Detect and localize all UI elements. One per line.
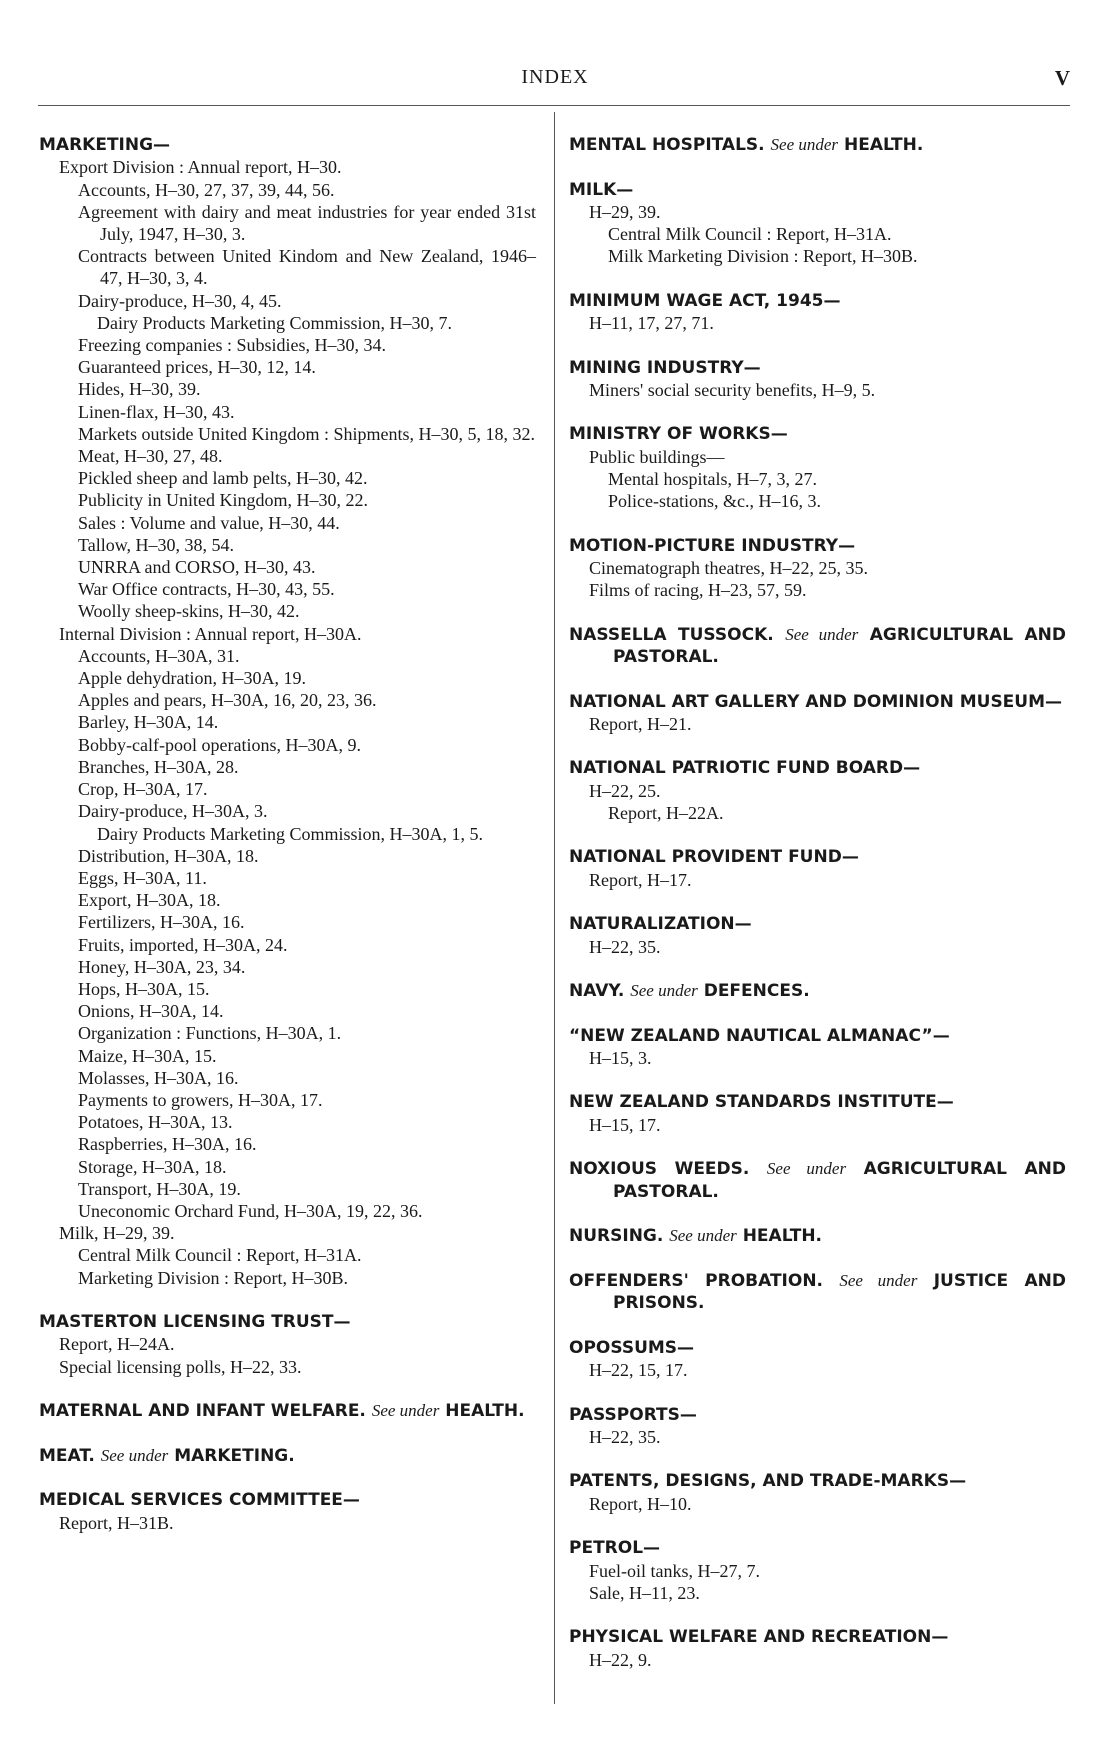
entry-spacer	[39, 1467, 536, 1489]
heading-text: MINISTRY OF WORKS—	[569, 424, 788, 445]
index-subentry: Distribution, H–30A, 18.	[78, 845, 259, 866]
index-subentry: Barley, H–30A, 14.	[78, 712, 219, 733]
see-target: HEALTH.	[843, 135, 924, 155]
heading-text: PASSPORTS—	[569, 1404, 697, 1425]
index-subentry: Report, H–31B.	[59, 1512, 174, 1533]
heading-text: NATIONAL PROVIDENT FUND—	[569, 847, 859, 868]
index-subentry: Special licensing polls, H–22, 33.	[59, 1356, 302, 1377]
entry-spacer	[569, 601, 1066, 623]
index-subentry: Hops, H–30A, 15.	[78, 978, 210, 999]
heading-text: OPOSSUMS—	[569, 1337, 695, 1358]
entry-spacer	[569, 1448, 1066, 1470]
see-target: HEALTH.	[445, 1400, 525, 1421]
index-subentry: Freezing companies : Subsidies, H–30, 34.	[78, 335, 386, 356]
index-subentry: War Office contracts, H–30, 43, 55.	[78, 579, 335, 600]
index-subentry: Tallow, H–30, 38, 54.	[78, 534, 235, 555]
index-subentry: Export Division : Annual report, H–30.	[59, 157, 342, 178]
index-heading	[569, 1025, 1066, 1047]
index-subentry: Pickled sheep and lamb pelts, H–30, 42.	[78, 468, 368, 489]
entry-spacer	[569, 156, 1066, 178]
index-subentry: H–22, 15, 17.	[589, 1360, 688, 1381]
entry-spacer	[569, 401, 1066, 423]
heading-text: “NEW ZEALAND NAUTICAL ALMANAC”—	[569, 1025, 950, 1046]
heading-text: NURSING.	[569, 1226, 664, 1247]
right-column	[569, 134, 1066, 1671]
index-subentry: Export, H–30A, 18.	[78, 890, 221, 911]
entry-spacer	[569, 668, 1066, 690]
index-subentry: Transport, H–30A, 19.	[78, 1178, 241, 1199]
entry-spacer	[569, 512, 1066, 534]
entry-spacer	[569, 1069, 1066, 1091]
index-subentry: H–15, 17.	[589, 1114, 661, 1135]
index-heading	[39, 1311, 536, 1333]
index-heading	[39, 1489, 536, 1511]
heading-text: NAVY.	[569, 980, 625, 1001]
index-subentry: Report, H–21.	[589, 714, 692, 734]
index-subentry: H–22, 35.	[589, 936, 661, 957]
index-subentry: H–22, 25.	[589, 780, 661, 801]
index-heading	[569, 134, 1066, 156]
index-heading	[569, 535, 1066, 557]
index-subentry: Honey, H–30A, 23, 34.	[78, 956, 246, 977]
see-under-text: See under	[766, 1159, 847, 1179]
entry-spacer	[569, 334, 1066, 356]
index-subentry: Fertilizers, H–30A, 16.	[78, 912, 245, 933]
index-subentry: Contracts between United Kindom and New Zealand, 1946–47, H–30, 3, 4.	[78, 246, 536, 289]
entry-spacer	[39, 1289, 536, 1311]
entry-spacer	[39, 1378, 536, 1400]
entry-spacer	[569, 268, 1066, 290]
heading-text: MOTION-PICTURE INDUSTRY—	[569, 535, 856, 556]
entry-spacer	[569, 1315, 1066, 1337]
index-heading	[39, 1445, 536, 1467]
entry-spacer	[569, 891, 1066, 913]
entry-spacer	[569, 1203, 1066, 1225]
index-subentry: Mental hospitals, H–7, 3, 27.	[608, 469, 817, 489]
left-column	[39, 134, 536, 1534]
index-subentry: Cinematograph theatres, H–22, 25, 35.	[589, 558, 868, 578]
index-subentry: H–29, 39.	[589, 202, 661, 222]
page-header	[40, 66, 1070, 90]
index-subentry: Sale, H–11, 23.	[589, 1582, 700, 1603]
heading-text: NASSELLA TUSSOCK.	[569, 624, 774, 645]
heading-text: MATERNAL AND INFANT WELFARE.	[39, 1400, 366, 1421]
see-target: JUSTICE AND PRISONS.	[613, 1270, 1066, 1314]
index-subentry: Report, H–10.	[589, 1493, 692, 1514]
index-subentry: Report, H–17.	[589, 869, 692, 890]
index-subentry: Bobby-calf-pool operations, H–30A, 9.	[78, 734, 361, 755]
index-heading	[569, 423, 1066, 445]
index-subentry: Publicity in United Kingdom, H–30, 22.	[78, 490, 368, 511]
index-subentry: Report, H–22A.	[608, 803, 724, 823]
index-subentry: Marketing Division : Report, H–30B.	[78, 1267, 348, 1288]
index-subentry: H–22, 9.	[589, 1649, 652, 1670]
index-subentry: Hides, H–30, 39.	[78, 379, 201, 400]
see-under-text: See under	[371, 1400, 440, 1420]
see-target: MARKETING.	[174, 1445, 295, 1466]
index-subentry: Milk Marketing Division : Report, H–30B.	[608, 246, 918, 267]
index-subentry: Apples and pears, H–30A, 16, 20, 23, 36.	[78, 690, 377, 711]
see-target: DEFENCES.	[703, 980, 810, 1001]
index-heading	[569, 290, 1066, 312]
heading-text: MENTAL HOSPITALS.	[569, 135, 765, 155]
index-subentry: Guaranteed prices, H–30, 12, 14.	[78, 357, 316, 378]
page-number: V	[1054, 66, 1070, 90]
index-subentry: Payments to growers, H–30A, 17.	[78, 1089, 323, 1110]
heading-text: OFFENDERS' PROBATION.	[569, 1270, 824, 1291]
index-heading	[39, 134, 536, 156]
index-subentry: Potatoes, H–30A, 13.	[78, 1112, 233, 1133]
heading-text: PETROL—	[569, 1538, 661, 1559]
entry-spacer	[569, 1002, 1066, 1024]
index-subentry: Fuel-oil tanks, H–27, 7.	[589, 1560, 760, 1581]
heading-text: MILK—	[569, 179, 634, 200]
index-subentry: Public buildings—	[589, 446, 725, 467]
index-subentry: Fruits, imported, H–30A, 24.	[78, 934, 288, 955]
index-subentry: Central Milk Council : Report, H–31A.	[608, 224, 892, 245]
entry-spacer	[569, 824, 1066, 846]
index-subentry: H–15, 3.	[589, 1047, 652, 1068]
index-heading	[569, 179, 1066, 201]
entry-spacer	[39, 1422, 536, 1444]
heading-text: NATIONAL ART GALLERY AND DOMINION MUSEUM—	[569, 691, 1063, 712]
index-heading	[569, 1270, 1066, 1315]
index-subentry: Maize, H–30A, 15.	[78, 1045, 217, 1066]
entry-spacer	[569, 1381, 1066, 1403]
index-heading	[569, 846, 1066, 868]
heading-text: MINING INDUSTRY—	[569, 357, 761, 378]
index-heading	[569, 1470, 1066, 1492]
index-heading	[569, 913, 1066, 935]
index-subentry: H–11, 17, 27, 71.	[589, 313, 714, 334]
index-subentry: Woolly sheep-skins, H–30, 42.	[78, 601, 300, 622]
heading-text: NOXIOUS WEEDS.	[569, 1159, 750, 1180]
column-divider	[554, 112, 555, 1704]
see-under-text: See under	[630, 980, 698, 1000]
index-subentry: UNRRA and CORSO, H–30, 43.	[78, 557, 316, 578]
entry-spacer	[569, 1248, 1066, 1270]
heading-text: MASTERTON LICENSING TRUST—	[39, 1311, 351, 1332]
index-subentry: Raspberries, H–30A, 16.	[78, 1134, 257, 1155]
index-subentry: Storage, H–30A, 18.	[78, 1156, 227, 1177]
page-title: INDEX	[521, 66, 589, 88]
heading-text: MEDICAL SERVICES COMMITTEE—	[39, 1490, 360, 1511]
heading-text: PATENTS, DESIGNS, AND TRADE-MARKS—	[569, 1471, 967, 1492]
index-subentry: Markets outside United Kingdom : Shipments, H–30, 5, 18, 32.	[78, 423, 535, 444]
index-subentry: Apple dehydration, H–30A, 19.	[78, 668, 306, 689]
heading-text: NEW ZEALAND STANDARDS INSTITUTE—	[569, 1092, 954, 1113]
entry-spacer	[569, 735, 1066, 757]
see-under-text: See under	[839, 1270, 918, 1290]
index-subentry: Eggs, H–30A, 11.	[78, 867, 207, 888]
see-under-text: See under	[785, 624, 859, 644]
index-subentry: Crop, H–30A, 17.	[78, 779, 208, 800]
index-subentry: Internal Division : Annual report, H–30A.	[59, 623, 362, 644]
heading-text: MARKETING—	[39, 135, 171, 155]
header-rule	[38, 105, 1070, 106]
index-subentry: Branches, H–30A, 28.	[78, 756, 239, 777]
entry-spacer	[569, 1136, 1066, 1158]
index-subentry: Central Milk Council : Report, H–31A.	[78, 1245, 362, 1266]
see-target: AGRICULTURAL AND PASTORAL.	[613, 624, 1067, 667]
index-heading	[569, 1225, 1066, 1247]
see-under-text: See under	[669, 1226, 737, 1246]
index-heading	[569, 691, 1066, 713]
index-subentry: Onions, H–30A, 14.	[78, 1001, 224, 1022]
index-heading	[569, 1404, 1066, 1426]
heading-text: NATURALIZATION—	[569, 914, 752, 935]
index-heading	[569, 357, 1066, 379]
index-subentry: Sales : Volume and value, H–30, 44.	[78, 512, 340, 533]
index-heading	[569, 1626, 1066, 1648]
see-target: HEALTH.	[742, 1226, 823, 1247]
entry-spacer	[569, 1515, 1066, 1537]
index-heading	[569, 624, 1066, 669]
heading-text: PHYSICAL WELFARE AND RECREATION—	[569, 1627, 949, 1648]
index-subentry: Linen-flax, H–30, 43.	[78, 401, 235, 422]
index-subentry: Dairy-produce, H–30A, 3.	[78, 801, 268, 822]
index-subentry: Milk, H–29, 39.	[59, 1223, 175, 1244]
heading-text: NATIONAL PATRIOTIC FUND BOARD—	[569, 758, 921, 779]
index-subentry: Police-stations, &c., H–16, 3.	[608, 491, 821, 512]
index-subentry: Films of racing, H–23, 57, 59.	[589, 580, 807, 601]
index-heading	[569, 1158, 1066, 1203]
index-subentry: Agreement with dairy and meat industries for year ended 31st July, 1947, H–30, 3.	[78, 201, 536, 245]
index-subentry: Dairy Products Marketing Commission, H–30, 7.	[97, 312, 452, 333]
see-under-text: See under	[770, 135, 839, 154]
index-heading	[569, 1337, 1066, 1359]
index-subentry: H–22, 35.	[589, 1426, 661, 1447]
index-subentry: Meat, H–30, 27, 48.	[78, 446, 223, 467]
see-under-text: See under	[100, 1445, 169, 1465]
index-subentry: Dairy-produce, H–30, 4, 45.	[78, 290, 282, 311]
index-heading	[39, 1400, 536, 1422]
heading-text: MINIMUM WAGE ACT, 1945—	[569, 290, 841, 311]
index-heading	[569, 980, 1066, 1002]
index-subentry: Molasses, H–30A, 16.	[78, 1067, 239, 1088]
index-heading	[569, 1091, 1066, 1113]
index-subentry: Miners' social security benefits, H–9, 5.	[589, 380, 876, 400]
index-heading	[569, 1537, 1066, 1559]
index-subentry: Uneconomic Orchard Fund, H–30A, 19, 22, 36.	[78, 1200, 423, 1221]
index-subentry: Accounts, H–30, 27, 37, 39, 44, 56.	[78, 179, 335, 200]
heading-text: MEAT.	[39, 1445, 95, 1466]
entry-spacer	[569, 958, 1066, 980]
index-subentry: Organization : Functions, H–30A, 1.	[78, 1023, 342, 1044]
entry-spacer	[569, 1604, 1066, 1626]
index-subentry: Dairy Products Marketing Commission, H–30A, 1, 5.	[97, 823, 483, 844]
index-heading	[569, 757, 1066, 779]
index-subentry: Accounts, H–30A, 31.	[78, 645, 240, 666]
index-subentry: Report, H–24A.	[59, 1334, 175, 1355]
see-target: AGRICULTURAL AND PASTORAL.	[613, 1159, 1066, 1202]
